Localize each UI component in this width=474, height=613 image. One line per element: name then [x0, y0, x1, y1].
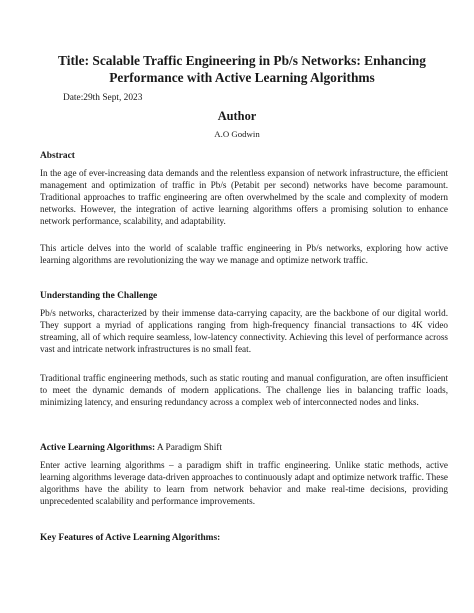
abstract-paragraph-2: This article delves into the world of scalable traffic engineering in Pb/s networks, exploring how active learning algorithms are revolutionizing the way we manage and optimize network traffic. — [40, 243, 448, 266]
key-features-heading: Key Features of Active Learning Algorithms: — [40, 533, 221, 543]
author-heading: Author — [217, 109, 257, 123]
paper-date: Date:29th Sept, 2023 — [63, 93, 143, 103]
abstract-heading: Abstract — [40, 151, 75, 161]
challenge-paragraph-2: Traditional traffic engineering methods, such as static routing and manual configuration, are often insufficient to meet the dynamic demands of modern applications. The challenge lies in balancing traffic loads, minimizing latency, and ensuring redundancy across a complex web of interconnected nodes and links. — [40, 373, 448, 408]
abstract-paragraph-1: In the age of ever-increasing data demands and the relentless expansion of network infrastructure, the efficient management and optimization of traffic in Pb/s (Petabit per second) networks have become paramount. Traditional approaches to traffic engineering are often overwhelmed by the scale and complexity of modern networks. However, the integration of active learning algorithms offers a promising solution to enhance network performance, scalability, and adaptability. — [40, 168, 448, 227]
author-name: A.O Godwin — [214, 129, 260, 139]
active-learning-heading — [40, 443, 222, 453]
challenge-heading: Understanding the Challenge — [40, 291, 158, 301]
paper-title: Title: Scalable Traffic Engineering in Pb/s Networks: Enhancing Performance with Active Learning Algorithms — [58, 53, 426, 85]
active-learning-heading-normal: A Paradigm Shift — [155, 443, 223, 453]
active-learning-heading-bold: Active Learning Algorithms: — [40, 443, 156, 453]
active-learning-paragraph-1: Enter active learning algorithms – a paradigm shift in traffic engineering. Unlike static methods, active learning algorithms leverage data-driven approaches to continuously adapt and optimize network traffic. These algorithms have the ability to learn from network behavior and make real-time decisions, providing unprecedented scalability and performance improvements. — [40, 460, 448, 507]
challenge-paragraph-1: Pb/s networks, characterized by their immense data-carrying capacity, are the backbone of our digital world. They support a myriad of applications ranging from high-frequency financial transactions to 4K video streaming, all of which require seamless, low-latency connectivity. Achieving this level of performance across vast and intricate network infrastructures is no small feat. — [40, 308, 448, 355]
